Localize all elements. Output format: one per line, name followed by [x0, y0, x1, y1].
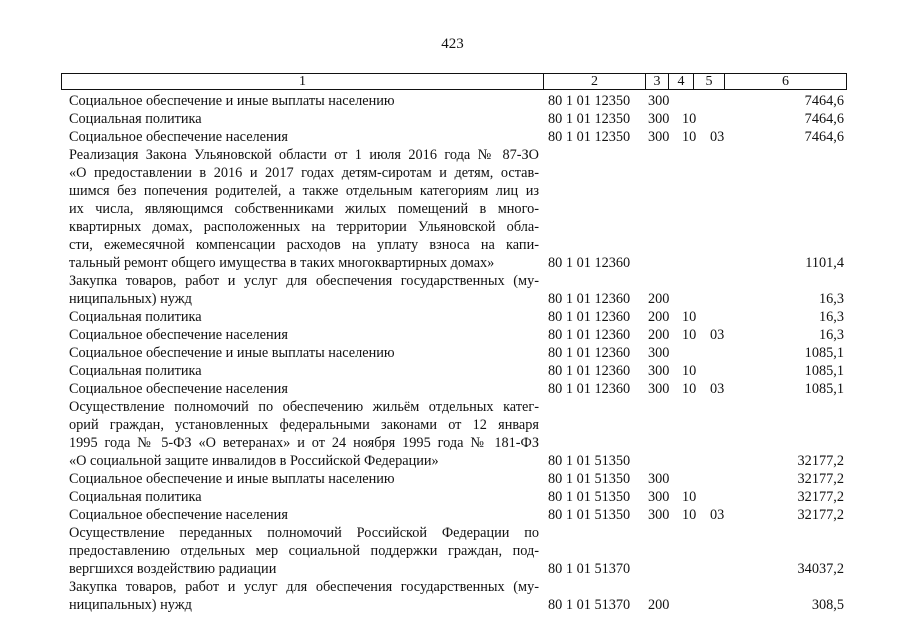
- row-amount: 16,3: [818, 327, 844, 343]
- row-description-line: Социальное обеспечение и иные выплаты населению: [69, 345, 395, 361]
- row-amount: 1101,4: [805, 255, 844, 271]
- row-col-3: 200: [648, 291, 670, 307]
- row-description: [69, 92, 539, 110]
- row-description-line: Социальное обеспечение и иные выплаты населению: [69, 93, 395, 109]
- row-description-line: вергшихся воздействию радиации: [69, 561, 277, 577]
- row-description-line: «О предоставлении в 2016 и 2017 годах детям-сиротам и детям, остав-: [69, 165, 539, 181]
- row-code: 80 1 01 12350: [548, 129, 631, 145]
- row-amount: 16,3: [818, 309, 844, 325]
- row-description: [69, 362, 539, 380]
- row-description-line: Осуществление переданных полномочий Российской Федерации по: [69, 525, 539, 541]
- table-row: [0, 128, 905, 146]
- row-description-line: Социальное обеспечение населения: [69, 381, 288, 397]
- row-description-line: ниципальных) нужд: [69, 291, 192, 307]
- row-amount: 32177,2: [797, 471, 844, 487]
- header-col-1: 1: [62, 74, 544, 89]
- row-description: [69, 110, 539, 128]
- row-code: 80 1 01 12360: [548, 327, 631, 343]
- row-description-line: Социальное обеспечение населения: [69, 129, 288, 145]
- row-col-4: 10: [682, 129, 697, 145]
- table-row: [0, 488, 905, 506]
- table-row: [0, 380, 905, 398]
- row-description-line: Закупка товаров, работ и услуг для обеспечения государственных (му-: [69, 273, 539, 289]
- row-description-line: Социальное обеспечение населения: [69, 327, 288, 343]
- row-col-4: 10: [682, 363, 697, 379]
- row-description-line: тальный ремонт общего имущества в таких многоквартирных домах»: [69, 255, 495, 271]
- row-col-3: 300: [648, 93, 670, 109]
- row-amount: 32177,2: [797, 453, 844, 469]
- row-amount: 32177,2: [797, 507, 844, 523]
- row-code: 80 1 01 12360: [548, 309, 631, 325]
- row-description-line: Социальная политика: [69, 309, 202, 325]
- row-col-3: 200: [648, 597, 670, 613]
- row-code: 80 1 01 12360: [548, 291, 631, 307]
- row-col-4: 10: [682, 309, 697, 325]
- row-description-line: 1995 года № 5-ФЗ «О ветеранах» и от 24 ноября 1995 года № 181-ФЗ: [69, 435, 539, 451]
- row-description: [69, 578, 539, 614]
- row-description-line: Реализация Закона Ульяновской области от 1 июля 2016 года № 87-ЗО: [69, 147, 539, 163]
- row-amount: 7464,6: [804, 111, 844, 127]
- table-row: [0, 398, 905, 470]
- row-code: 80 1 01 12360: [548, 363, 631, 379]
- row-description-line: Социальное обеспечение населения: [69, 507, 288, 523]
- row-col-3: 200: [648, 309, 670, 325]
- row-description: [69, 398, 539, 470]
- row-col-3: 300: [648, 507, 670, 523]
- row-description-line: Социальная политика: [69, 363, 202, 379]
- table-row: [0, 308, 905, 326]
- row-description-line: Социальная политика: [69, 489, 202, 505]
- row-description-line: квартирных домах, расположенных на территории Ульяновской обла-: [69, 219, 539, 235]
- row-col-3: 300: [648, 363, 670, 379]
- row-code: 80 1 01 51350: [548, 471, 631, 487]
- header-col-6: 6: [782, 74, 789, 89]
- row-amount: 7464,6: [804, 129, 844, 145]
- row-description-line: Осуществление полномочий по обеспечению жильём отдельных катег-: [69, 399, 539, 415]
- row-col-4: 10: [682, 111, 697, 127]
- row-col-5: 03: [710, 327, 725, 343]
- table-row: [0, 326, 905, 344]
- row-amount: 32177,2: [797, 489, 844, 505]
- row-description: [69, 146, 539, 272]
- row-col-3: 300: [648, 489, 670, 505]
- table-row: [0, 344, 905, 362]
- row-code: 80 1 01 51370: [548, 597, 631, 613]
- row-description: [69, 344, 539, 362]
- row-amount: 1085,1: [804, 363, 844, 379]
- page-number: 423: [441, 36, 464, 52]
- header-col-3: 3: [646, 74, 669, 89]
- table-row: [0, 92, 905, 110]
- row-code: 80 1 01 51350: [548, 489, 631, 505]
- table-row: [0, 506, 905, 524]
- row-description-line: Социальное обеспечение и иные выплаты населению: [69, 471, 395, 487]
- row-col-4: 10: [682, 381, 697, 397]
- row-code: 80 1 01 12360: [548, 345, 631, 361]
- row-code: 80 1 01 51370: [548, 561, 631, 577]
- table-body: [0, 92, 905, 614]
- table-row: [0, 272, 905, 308]
- row-description-line: орий граждан, установленных федеральными законами от 12 января: [69, 417, 539, 433]
- table-row: [0, 146, 905, 272]
- row-description: [69, 272, 539, 308]
- row-description-line: Социальная политика: [69, 111, 202, 127]
- row-code: 80 1 01 12360: [548, 255, 631, 271]
- row-amount: 34037,2: [797, 561, 844, 577]
- row-amount: 308,5: [811, 597, 844, 613]
- row-description-line: предоставлению отдельных мер социальной поддержки граждан, под-: [69, 543, 539, 559]
- row-amount: 1085,1: [804, 345, 844, 361]
- row-amount: 7464,6: [804, 93, 844, 109]
- row-col-5: 03: [710, 507, 725, 523]
- row-description: [69, 128, 539, 146]
- row-description-line: «О социальной защите инвалидов в Российской Федерации»: [69, 453, 439, 469]
- row-code: 80 1 01 51350: [548, 507, 631, 523]
- row-description: [69, 506, 539, 524]
- table-row: [0, 578, 905, 614]
- row-description-line: сти, ежемесячной компенсации расходов на уплату взноса на капи-: [69, 237, 539, 253]
- table-row: [0, 470, 905, 488]
- row-description-line: их числа, являющимся собственниками жилых помещений в много-: [69, 201, 539, 217]
- row-col-3: 300: [648, 111, 670, 127]
- row-col-5: 03: [710, 129, 725, 145]
- row-col-4: 10: [682, 489, 697, 505]
- row-description-line: Закупка товаров, работ и услуг для обеспечения государственных (му-: [69, 579, 539, 595]
- row-col-5: 03: [710, 381, 725, 397]
- row-code: 80 1 01 12350: [548, 111, 631, 127]
- table-row: [0, 524, 905, 578]
- header-col-2: 2: [544, 74, 646, 89]
- row-description: [69, 524, 539, 578]
- row-description: [69, 470, 539, 488]
- row-code: 80 1 01 51350: [548, 453, 631, 469]
- row-description-line: шимся без попечения родителей, а также отдельным категориям лиц из: [69, 183, 539, 199]
- row-description: [69, 308, 539, 326]
- row-description-line: ниципальных) нужд: [69, 597, 192, 613]
- row-amount: 16,3: [818, 291, 844, 307]
- row-amount: 1085,1: [804, 381, 844, 397]
- table-row: [0, 110, 905, 128]
- row-description: [69, 380, 539, 398]
- header-col-4: 4: [669, 74, 694, 89]
- row-col-4: 10: [682, 327, 697, 343]
- row-col-3: 300: [648, 129, 670, 145]
- row-col-3: 300: [648, 381, 670, 397]
- table-header: [61, 73, 847, 90]
- row-col-4: 10: [682, 507, 697, 523]
- row-col-3: 300: [648, 471, 670, 487]
- row-description: [69, 326, 539, 344]
- header-col-5: 5: [694, 74, 725, 89]
- row-code: 80 1 01 12360: [548, 381, 631, 397]
- row-col-3: 200: [648, 327, 670, 343]
- table-row: [0, 362, 905, 380]
- row-col-3: 300: [648, 345, 670, 361]
- row-code: 80 1 01 12350: [548, 93, 631, 109]
- row-description: [69, 488, 539, 506]
